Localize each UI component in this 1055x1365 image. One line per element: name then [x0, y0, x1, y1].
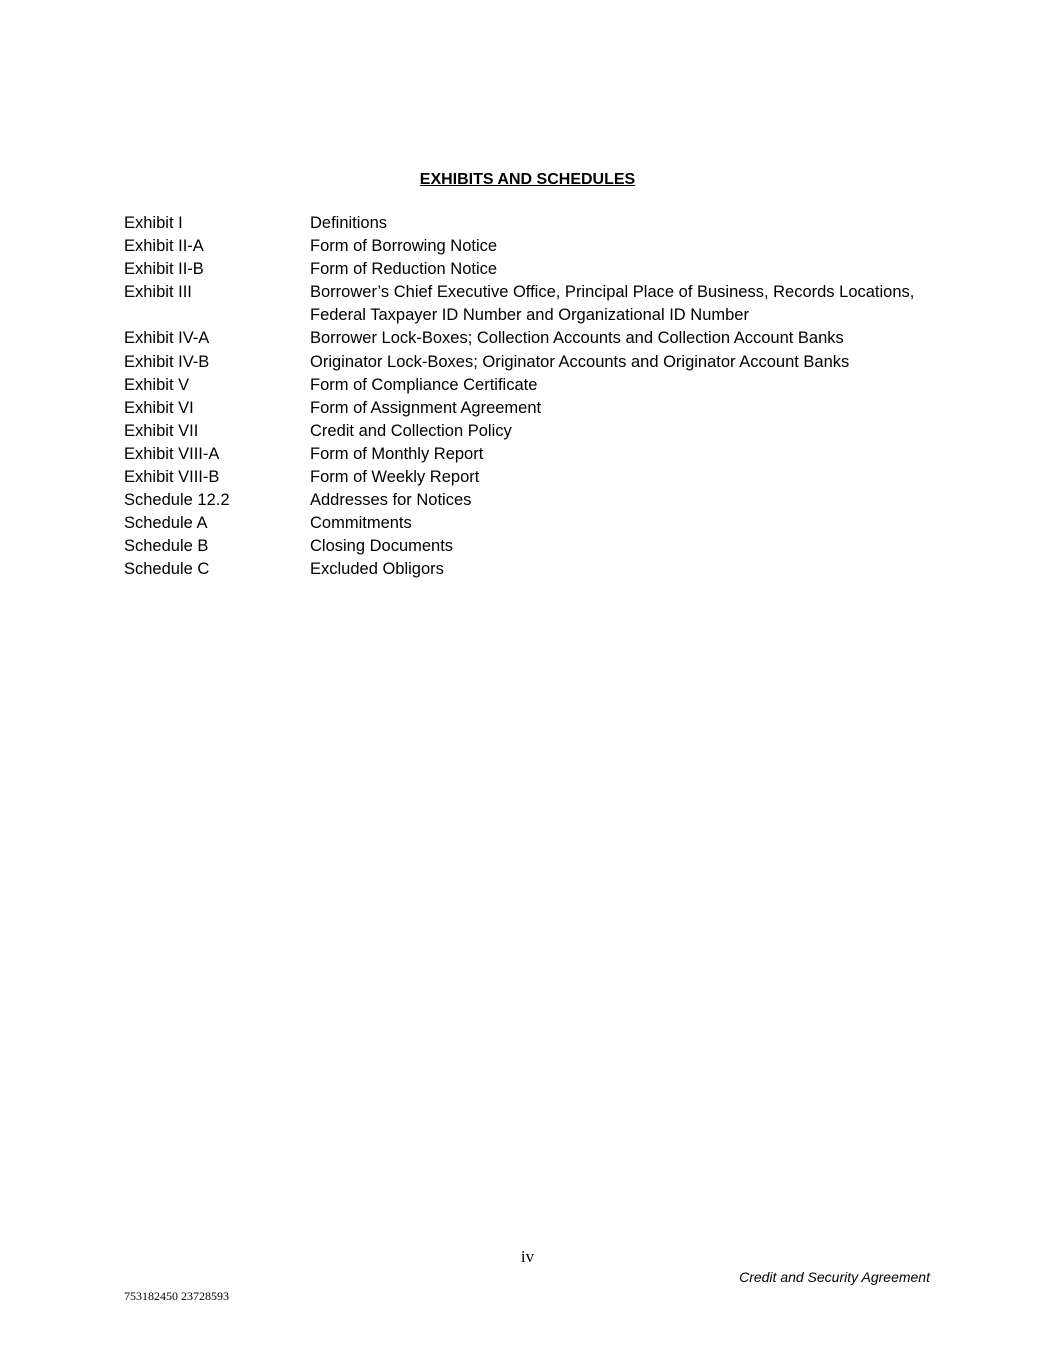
list-item	[124, 558, 924, 581]
list-item	[124, 327, 924, 350]
exhibit-label: Exhibit III	[124, 283, 192, 302]
exhibit-description: Originator Lock-Boxes; Originator Accounts and Originator Account Banks	[310, 352, 850, 371]
list-item	[124, 466, 924, 489]
exhibit-label: Exhibit VII	[124, 421, 199, 440]
schedule-description: Excluded Obligors	[310, 560, 444, 579]
list-item	[124, 258, 924, 281]
list-item	[124, 535, 924, 558]
exhibits-schedule-list	[124, 212, 924, 582]
schedule-description: Addresses for Notices	[310, 491, 472, 510]
list-item	[124, 443, 924, 466]
exhibit-description: Borrower’s Chief Executive Office, Principal Place of Business, Records Locations, Federal Taxpayer ID Number and Organizational ID Number	[310, 283, 915, 325]
exhibit-label: Exhibit VI	[124, 398, 194, 417]
exhibit-label: Exhibit II-A	[124, 237, 204, 256]
list-item	[124, 212, 924, 235]
list-item	[124, 235, 924, 258]
exhibit-label: Exhibit VIII-A	[124, 444, 220, 463]
exhibit-description: Form of Assignment Agreement	[310, 398, 542, 417]
list-item	[124, 420, 924, 443]
exhibit-description: Form of Reduction Notice	[310, 260, 498, 279]
list-item	[124, 489, 924, 512]
list-item	[124, 397, 924, 420]
exhibit-description: Form of Weekly Report	[310, 468, 480, 487]
exhibit-label: Exhibit VIII-B	[124, 468, 220, 487]
exhibit-description: Borrower Lock-Boxes; Collection Accounts and Collection Account Banks	[310, 329, 844, 348]
list-item	[124, 374, 924, 397]
schedule-description: Closing Documents	[310, 537, 454, 556]
exhibit-label: Exhibit I	[124, 214, 183, 232]
list-item	[124, 351, 924, 374]
exhibit-description: Form of Monthly Report	[310, 444, 484, 463]
list-item	[124, 281, 924, 327]
schedule-label: Schedule B	[124, 537, 209, 556]
page-title: EXHIBITS AND SCHEDULES	[419, 171, 636, 188]
exhibit-label: Exhibit V	[124, 375, 190, 394]
list-item	[124, 512, 924, 535]
schedule-label: Schedule 12.2	[124, 491, 230, 510]
page-number: iv	[520, 1247, 535, 1266]
schedule-description: Commitments	[310, 514, 412, 533]
schedule-label: Schedule A	[124, 514, 208, 533]
schedule-label: Schedule C	[124, 560, 210, 579]
exhibit-description: Form of Compliance Certificate	[310, 375, 538, 394]
footer-document-title: Credit and Security Agreement	[739, 1269, 930, 1285]
document-id: 753182450 23728593	[124, 1289, 229, 1303]
exhibit-description: Credit and Collection Policy	[310, 421, 512, 440]
exhibit-description: Definitions	[310, 214, 388, 232]
exhibit-description: Form of Borrowing Notice	[310, 237, 498, 256]
exhibit-label: Exhibit IV-B	[124, 352, 210, 371]
exhibit-label: Exhibit II-B	[124, 260, 204, 279]
exhibit-label: Exhibit IV-A	[124, 329, 210, 348]
